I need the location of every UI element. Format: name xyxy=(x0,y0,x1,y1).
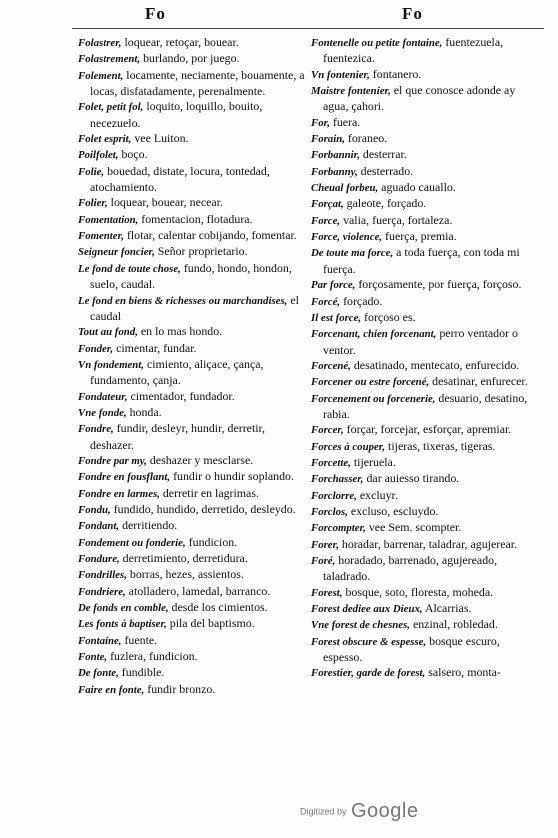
entry-headword: Folet, petit fol, xyxy=(78,101,144,114)
entry-headword: Forchasser, xyxy=(311,473,364,486)
entry-definition: fuera. xyxy=(329,114,361,129)
dictionary-entry xyxy=(311,277,529,293)
dictionary-entry xyxy=(311,164,529,180)
dictionary-entry xyxy=(78,469,306,485)
entry-headword: Le fond de toute chose, xyxy=(78,262,181,275)
dictionary-entry xyxy=(311,115,529,131)
dictionary-entry xyxy=(311,439,529,455)
dictionary-entry xyxy=(311,374,529,390)
entry-headword: Folastrer, xyxy=(78,37,122,49)
entry-headword: Forclos, xyxy=(311,505,348,518)
dictionary-entry xyxy=(78,649,306,665)
entry-definition: fontanero. xyxy=(369,66,422,81)
entry-definition: Señor proprietario. xyxy=(154,244,248,259)
dictionary-entry xyxy=(78,453,306,469)
entry-definition: derretir en lagrimas. xyxy=(159,485,259,500)
entry-definition: burlando, por juego. xyxy=(140,51,240,66)
dictionary-entry xyxy=(311,196,529,212)
entry-headword: Force, xyxy=(311,214,341,227)
left-running-head: Fo xyxy=(145,4,166,23)
dictionary-entry xyxy=(78,244,306,260)
entry-definition: galeote, forçado. xyxy=(343,196,427,211)
entry-headword: Forcené, xyxy=(311,359,351,372)
entry-definition: boço. xyxy=(118,147,148,162)
entry-definition: forçar, forcejar, esforçar, apremiar. xyxy=(343,422,512,437)
entry-definition: cimiento, aliçace, çança, fundamento, çanja. xyxy=(90,356,264,388)
dictionary-entry xyxy=(311,455,529,471)
dictionary-entry xyxy=(311,35,529,67)
dictionary-entry xyxy=(78,324,306,340)
dictionary-entry xyxy=(311,634,529,666)
entry-headword: Seigneur foncier, xyxy=(78,246,155,259)
entry-headword: For, xyxy=(311,116,330,129)
dictionary-entry xyxy=(78,228,306,244)
entry-headword: Forcenant, chien forcenant, xyxy=(311,328,437,341)
entry-definition: atolladero, lamedal, barranco. xyxy=(125,583,271,598)
entry-definition: loquito, loquillo, bouito, necezuelo. xyxy=(90,99,263,130)
entry-headword: Forest obscure & espesse, xyxy=(311,635,427,648)
entry-definition: desde los cimientos. xyxy=(168,600,268,615)
dictionary-entry xyxy=(78,357,306,389)
entry-headword: Forest dediee aux Dieux, xyxy=(311,603,423,616)
dictionary-entry xyxy=(78,600,306,616)
entry-headword: Vne fonde, xyxy=(78,406,127,419)
entry-headword: Fomentation, xyxy=(78,213,139,226)
entry-headword: Fondriere, xyxy=(78,585,126,598)
dictionary-entry xyxy=(311,229,529,245)
entry-headword: Fondu, xyxy=(78,503,111,516)
entry-definition: derretimiento, derretidura. xyxy=(119,551,248,565)
dictionary-entry xyxy=(311,180,529,196)
entry-definition: pila del baptismo. xyxy=(166,616,255,631)
dictionary-entry xyxy=(311,310,529,326)
entry-headword: Forces à couper, xyxy=(311,440,386,453)
entry-headword: Fondre en larmes, xyxy=(78,487,160,500)
dictionary-entry xyxy=(78,212,306,228)
entry-headword: Fondure, xyxy=(78,553,120,565)
entry-definition: forçado. xyxy=(340,293,383,308)
entry-definition: desatinado, mentecato, enfurecido. xyxy=(350,357,520,372)
entry-headword: Forbannir, xyxy=(311,149,360,162)
entry-definition: horadado, barrenado, agujereado, taladrado. xyxy=(323,553,498,584)
entry-definition: vee Luiton. xyxy=(131,131,189,146)
dictionary-entry xyxy=(78,131,306,147)
entry-definition: fuente. xyxy=(121,632,158,647)
entry-definition: bosque, soto, floresta, moheda. xyxy=(342,584,494,599)
entry-definition: bouedad, distate, locura, tontedad, atochamiento. xyxy=(90,163,270,195)
entry-definition: fundicion. xyxy=(185,534,238,549)
dictionary-entry xyxy=(78,405,306,421)
entry-definition: forçoso es. xyxy=(361,309,416,324)
dictionary-entry xyxy=(311,665,529,681)
dictionary-entry xyxy=(311,553,529,585)
entry-headword: Fondant, xyxy=(78,520,120,533)
entry-headword: Il est force, xyxy=(311,311,362,324)
entry-headword: Forçat, xyxy=(311,198,344,211)
dictionary-entry xyxy=(78,35,306,51)
dictionary-entry xyxy=(78,584,306,600)
dictionary-entry xyxy=(311,422,529,438)
entry-definition: excluyr. xyxy=(356,487,398,502)
entry-headword: Folement, xyxy=(78,69,124,82)
entry-headword: Folie, xyxy=(78,165,105,178)
header-rule xyxy=(72,28,544,29)
entry-definition: vee Sem. scompter. xyxy=(365,520,462,535)
entry-definition: deshazer y mesclarse. xyxy=(146,452,254,467)
entry-headword: Forcenement ou forcenerie, xyxy=(311,392,436,405)
entry-definition: dar auiesso tirando. xyxy=(363,471,460,486)
entry-headword: Forcompter, xyxy=(311,522,366,535)
entry-headword: Fondrilles, xyxy=(78,569,127,582)
entry-definition: aguado cauallo. xyxy=(378,180,456,195)
entry-headword: Forcener ou estre forcené, xyxy=(311,376,430,389)
entry-headword: Les fonts à baptiser, xyxy=(78,618,167,631)
entry-headword: Fondateur, xyxy=(78,390,128,403)
dictionary-entry xyxy=(311,294,529,310)
entry-headword: Vn fontenier, xyxy=(311,68,370,81)
entry-headword: Forain, xyxy=(311,133,345,146)
entry-definition: flotar, calentar cobijando, fomentar. xyxy=(123,228,297,243)
entry-headword: De fonte, xyxy=(78,667,119,680)
entry-headword: De toute ma force, xyxy=(311,247,394,260)
entry-definition: fundir bronzo. xyxy=(144,681,216,696)
dictionary-entry xyxy=(78,616,306,632)
entry-headword: Par force, xyxy=(311,279,356,292)
right-column xyxy=(311,35,529,682)
entry-definition: fundible. xyxy=(118,665,165,680)
entry-definition: a toda fuerça, con toda mi fuerça. xyxy=(323,245,520,276)
dictionary-entry xyxy=(78,502,306,518)
entry-headword: Folastrement, xyxy=(78,53,141,66)
dictionary-entry xyxy=(78,293,306,325)
dictionary-entry xyxy=(78,535,306,551)
entry-definition: foraneo. xyxy=(344,131,388,146)
entry-definition: fuzlera, fundicion. xyxy=(107,649,198,664)
entry-headword: De fonds en comble, xyxy=(78,602,169,615)
entry-definition: locamente, neciamente, bouamente, a locas, disfatadamente, perenalmente. xyxy=(90,67,305,99)
entry-headword: Cheual forbeu, xyxy=(311,182,379,195)
dictionary-entry xyxy=(78,665,306,681)
entry-headword: Forcé, xyxy=(311,295,341,308)
entry-definition: excluso, escluydo. xyxy=(347,503,439,518)
dictionary-entry xyxy=(311,147,529,163)
entry-headword: Fontaine, xyxy=(78,634,122,647)
entry-headword: Fondement ou fonderie, xyxy=(78,536,186,549)
dictionary-entry xyxy=(311,520,529,536)
entry-headword: Faire en fonte, xyxy=(78,683,145,696)
entry-headword: Forbanny, xyxy=(311,165,358,178)
dictionary-entry xyxy=(311,601,529,617)
dictionary-entry xyxy=(78,518,306,534)
dictionary-entry xyxy=(311,326,529,358)
google-logo: Google xyxy=(350,800,419,822)
entry-definition: Alcarrias. xyxy=(422,601,472,616)
entry-headword: Tout au fond, xyxy=(78,326,138,339)
entry-definition: fundo, hondo, hondon, suelo, caudal. xyxy=(90,260,292,292)
entry-definition: fuentezuela, fuentezica. xyxy=(323,35,504,66)
entry-definition: salsero, monta- xyxy=(425,665,501,680)
dictionary-entry xyxy=(78,486,306,502)
dictionary-entry xyxy=(78,682,306,698)
entry-headword: Forcer, xyxy=(311,424,344,437)
entry-definition: desterrar. xyxy=(359,147,407,162)
entry-definition: cimentar, fundar. xyxy=(113,340,197,355)
dictionary-entry xyxy=(311,617,529,633)
entry-headword: Poilfolet, xyxy=(78,149,119,162)
entry-definition: fomentacion, flotadura. xyxy=(138,211,253,226)
entry-headword: Fontenelle ou petite fontaine, xyxy=(311,37,443,49)
entry-definition: perro ventador o ventor. xyxy=(323,326,518,357)
dictionary-entry xyxy=(311,213,529,229)
entry-definition: honda. xyxy=(126,404,162,419)
entry-definition: el que conosce adonde ay agua, çahori. xyxy=(323,83,516,114)
entry-headword: Fonte, xyxy=(78,651,108,664)
right-running-head: Fo xyxy=(402,4,423,23)
dictionary-entry xyxy=(78,195,306,211)
entry-headword: Folier, xyxy=(78,197,108,210)
entry-definition: loquear, bouear, necear. xyxy=(107,195,223,210)
entry-definition: en lo mas hondo. xyxy=(137,324,223,339)
dictionary-entry xyxy=(311,131,529,147)
entry-definition: valia, fuerça, fortaleza. xyxy=(340,212,453,227)
entry-definition: desatinar, enfurecer. xyxy=(429,374,528,389)
dictionary-entry xyxy=(78,389,306,405)
entry-headword: Forer, xyxy=(311,538,339,551)
entry-definition: desuario, desatino, rabia. xyxy=(323,390,528,421)
entry-headword: Foré, xyxy=(311,555,336,567)
dictionary-entry xyxy=(78,633,306,649)
dictionary-entry xyxy=(311,488,529,504)
left-column xyxy=(78,35,306,698)
entry-definition: el caudal xyxy=(90,292,299,323)
entry-definition: loquear, retoçar, bouear. xyxy=(121,35,239,49)
dictionary-entry xyxy=(311,585,529,601)
dictionary-entry xyxy=(78,68,306,100)
dictionary-entry xyxy=(311,504,529,520)
dictionary-entry xyxy=(311,83,529,115)
dictionary-entry xyxy=(78,421,306,453)
entry-headword: Fondre, xyxy=(78,423,114,436)
dictionary-entry xyxy=(78,99,306,131)
entry-headword: Fondre en fousflant, xyxy=(78,471,171,484)
entry-definition: tijeras, tixeras, tigeras. xyxy=(385,438,496,453)
dictionary-entry xyxy=(311,391,529,423)
dictionary-entry xyxy=(78,341,306,357)
entry-headword: Vn fondement, xyxy=(78,358,144,371)
entry-definition: tijeruela. xyxy=(350,454,396,469)
dictionary-entry xyxy=(311,471,529,487)
entry-headword: Maistre fontenier, xyxy=(311,85,391,98)
entry-headword: Forclorre, xyxy=(311,489,357,502)
dictionary-entry xyxy=(78,567,306,583)
entry-definition: bosque escuro, espesso. xyxy=(323,633,500,665)
digitized-watermark xyxy=(300,800,418,823)
entry-headword: Forestier, garde de forest, xyxy=(311,667,426,680)
entry-headword: Forest, xyxy=(311,586,343,599)
dictionary-entry xyxy=(78,261,306,293)
entry-headword: Force, violence, xyxy=(311,231,383,244)
dictionary-entry xyxy=(311,358,529,374)
entry-definition: borras, hezes, assientos. xyxy=(126,567,244,582)
dictionary-entry xyxy=(78,551,306,567)
entry-headword: Fomenter, xyxy=(78,230,124,243)
dictionary-entry xyxy=(78,51,306,67)
entry-definition: fuerça, premia. xyxy=(382,229,457,244)
dictionary-entry xyxy=(311,67,529,83)
entry-headword: Fondre par my, xyxy=(78,454,147,467)
entry-definition: fundir o hundir soplando. xyxy=(170,469,294,484)
digitized-label: Digitized by xyxy=(300,806,347,817)
entry-definition: derritiendo. xyxy=(119,518,178,533)
entry-headword: Fonder, xyxy=(78,342,114,355)
entry-definition: horadar, barrenar, taladrar, agujerear. xyxy=(338,536,518,551)
dictionary-entry xyxy=(311,245,529,277)
entry-headword: Forcette, xyxy=(311,456,351,469)
entry-definition: fundido, hundido, derretido, desleydo. xyxy=(110,501,296,516)
dictionary-entry xyxy=(78,147,306,163)
entry-definition: cimentador, fundador. xyxy=(127,388,235,403)
entry-headword: Folet esprit, xyxy=(78,133,132,146)
entry-headword: Le fond en biens & richesses ou marchandises, xyxy=(78,294,288,307)
entry-definition: fundir, desleyr, hundir, derretir, deshazer. xyxy=(90,421,266,452)
entry-definition: forçosamente, por fuerça, forçoso. xyxy=(355,277,522,292)
dictionary-entry xyxy=(78,164,306,196)
entry-definition: desterrado. xyxy=(357,163,414,178)
entry-headword: Vne forest de chesnes, xyxy=(311,619,410,632)
dictionary-entry xyxy=(311,537,529,553)
entry-definition: enzinal, robledad. xyxy=(409,617,498,632)
